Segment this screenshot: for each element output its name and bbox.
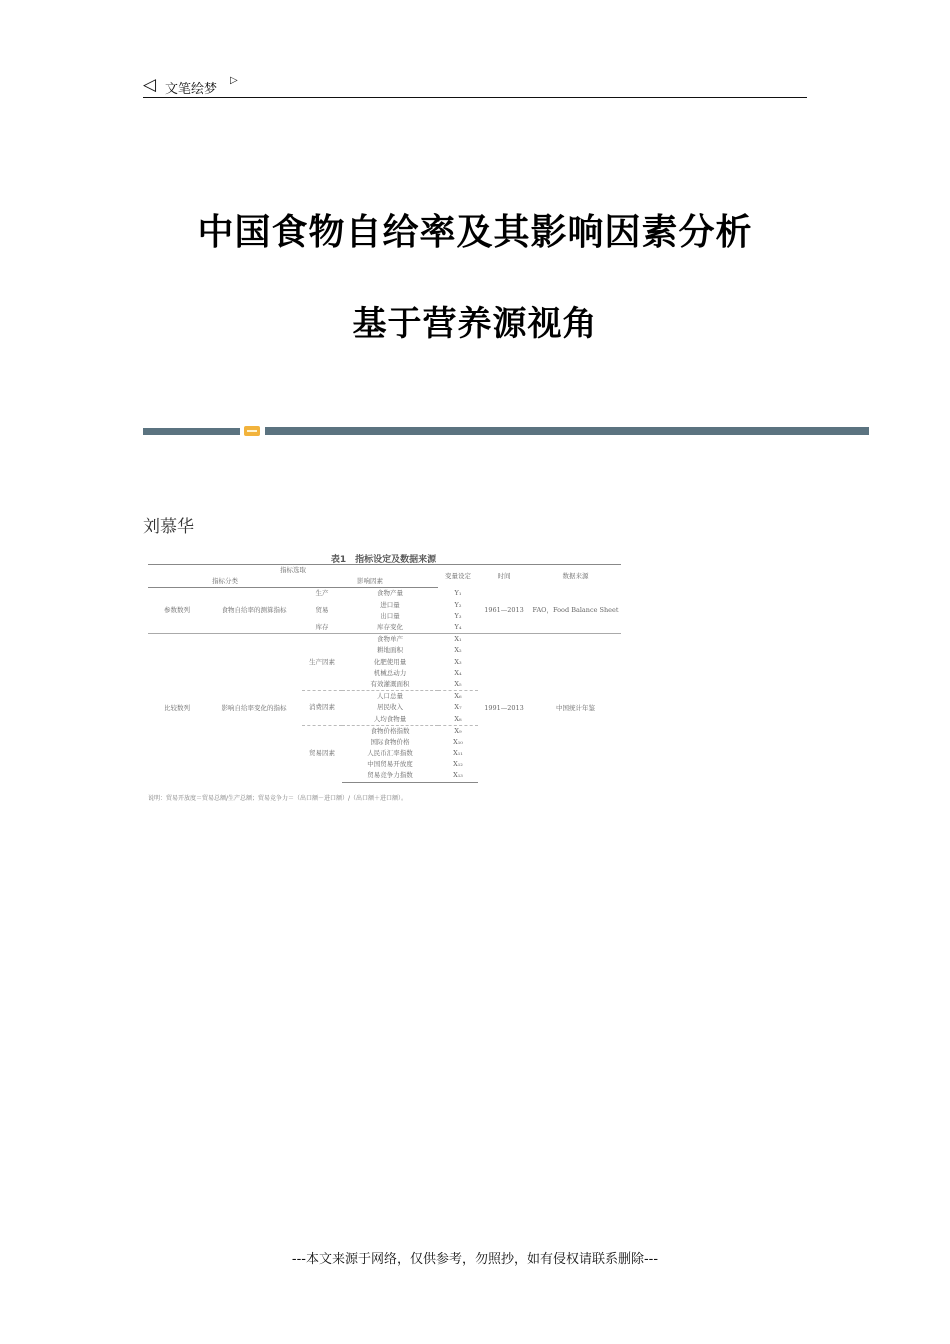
var-cell: X₉ (438, 725, 478, 737)
group-cell: 库存 (315, 623, 329, 632)
header-brand: 文笔绘梦 (165, 82, 218, 97)
factor-cell: 出口量 (380, 611, 400, 620)
triangle-right-icon: ▷ (230, 75, 238, 86)
var-cell: X₄ (454, 668, 462, 677)
page-header (143, 74, 807, 98)
source-cell: 中国统计年鉴 (530, 634, 621, 782)
var-cell: X₅ (454, 679, 462, 688)
page-footer: ---本文来源于网络，仅供参考，勿照抄，如有侵权请联系删除--- (291, 1252, 659, 1267)
triangle-left-icon: ◁ (143, 75, 157, 95)
section-indicator: 影响自给率变化的指标 (206, 634, 302, 782)
factor-cell: 耕地面积 (377, 646, 403, 655)
var-cell: X₇ (454, 703, 462, 712)
factor-cell: 人民币汇率指数 (367, 749, 413, 758)
factor-cell: 食物产量 (377, 589, 403, 598)
group-cell: 贸易 (315, 606, 329, 615)
group-cell: 消费因素 (302, 691, 342, 726)
factor-cell: 食物价格指数 (342, 725, 438, 737)
table-row (148, 634, 621, 646)
envelope-icon (244, 426, 260, 436)
factor-cell: 居民收入 (377, 703, 403, 712)
var-cell: X₈ (454, 714, 462, 723)
divider-bar-left (143, 428, 240, 435)
factor-cell: 库存变化 (377, 623, 403, 632)
document-subtitle: 基于营养源视角 (352, 304, 598, 344)
author-name: 刘慕华 (143, 517, 194, 537)
th-factor: 影响因素 (302, 576, 438, 588)
section-indicator: 食物自给率的测算指标 (221, 606, 287, 615)
th-variable: 变量设定 (438, 565, 478, 588)
var-cell: X₁ (438, 634, 478, 646)
source-cell: FAO，Food Balance Sheet (532, 606, 619, 614)
factor-cell: 化肥使用量 (373, 657, 407, 666)
time-cell: 1991—2013 (478, 634, 530, 782)
section-label: 比较数列 (148, 634, 206, 782)
factor-cell: 中国贸易开放度 (367, 760, 413, 769)
factor-cell: 国际食物价格 (370, 737, 410, 746)
factor-cell: 机械总动力 (373, 668, 407, 677)
var-cell: X₁₁ (453, 749, 463, 758)
factor-cell: 进口量 (380, 600, 400, 609)
var-cell: Y₂ (454, 600, 462, 609)
factor-cell: 有效灌溉面积 (370, 679, 410, 688)
var-cell: X₆ (438, 691, 478, 703)
var-cell: Y₃ (454, 611, 462, 620)
document-title: 中国食物自给率及其影响因素分析 (197, 211, 753, 253)
factor-cell: 人口总量 (342, 691, 438, 703)
factor-cell: 人均食物量 (373, 714, 407, 723)
group-cell: 贸易因素 (302, 725, 342, 782)
var-cell: Y₁ (454, 589, 462, 598)
data-table-figure (146, 550, 621, 804)
var-cell: X₂ (454, 646, 462, 655)
group-cell: 生产 (315, 589, 329, 598)
section-label: 参数数列 (164, 606, 190, 615)
var-cell: Y₄ (454, 623, 462, 632)
divider-bar-right (265, 427, 869, 435)
var-cell: X₁₀ (453, 737, 463, 746)
var-cell: X₁₃ (438, 770, 478, 782)
factor-cell: 食物单产 (342, 634, 438, 646)
th-category: 指标分类 (148, 576, 302, 588)
var-cell: X₃ (454, 657, 462, 666)
table-row (148, 588, 621, 600)
factor-cell: 贸易竞争力指数 (342, 770, 438, 782)
th-time: 时间 (478, 565, 530, 588)
table-note: 说明：贸易开放度＝贸易总额/生产总额；贸易竞争力＝（出口额－进口额）/（出口额＋进口额）。 (148, 795, 408, 802)
group-cell: 生产因素 (302, 634, 342, 691)
indicator-table (148, 564, 621, 783)
var-cell: X₁₂ (453, 760, 463, 769)
header-rule (143, 97, 807, 98)
table-caption: 表1 指标设定及数据来源 (330, 555, 437, 565)
th-group: 指标选取 (148, 565, 438, 577)
th-source: 数据来源 (530, 565, 621, 588)
time-cell: 1961—2013 (484, 606, 524, 614)
